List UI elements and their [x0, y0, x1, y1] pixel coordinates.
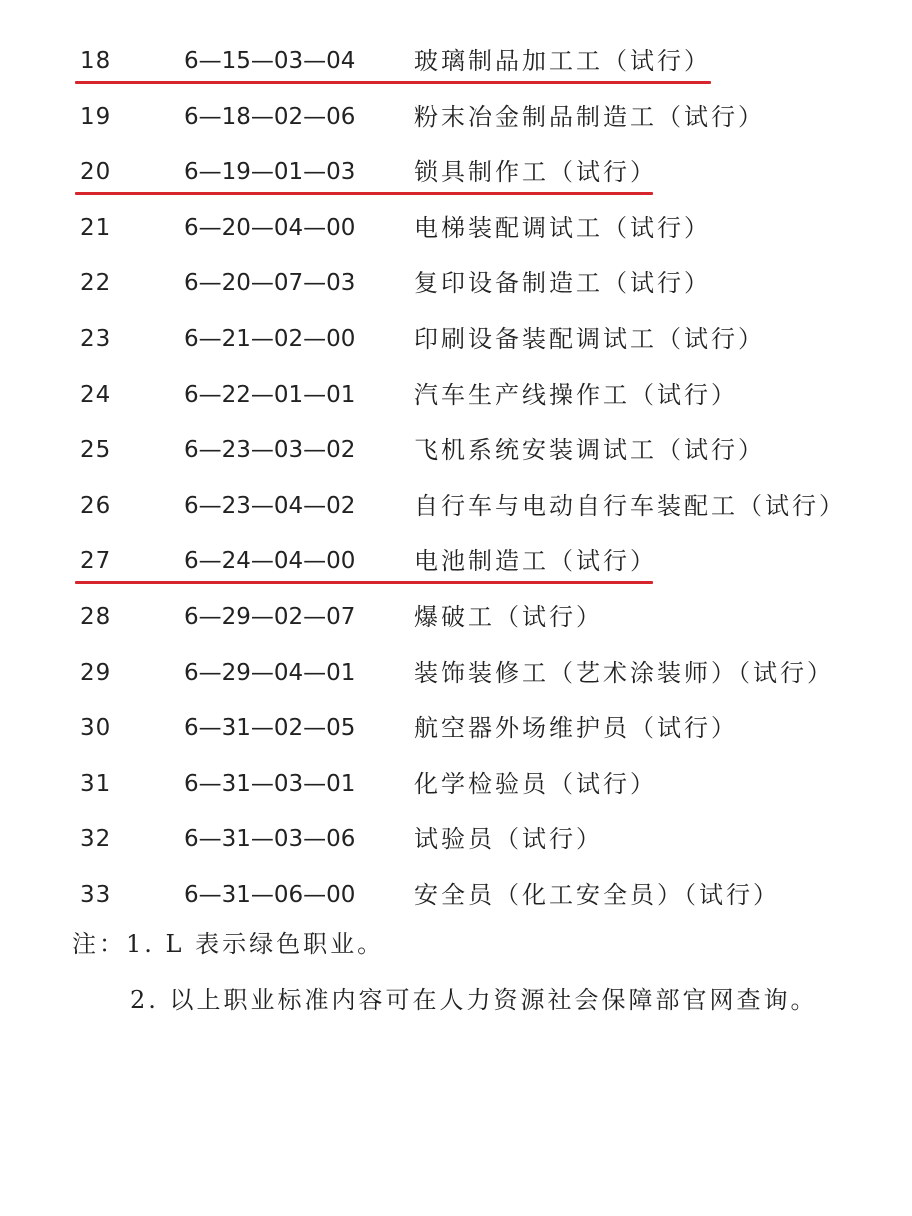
table-row [0, 764, 912, 804]
row-number: 29 [80, 659, 112, 686]
occupation-title: 自行车与电动自行车装配工（试行） [414, 491, 846, 520]
table-row [0, 708, 912, 748]
row-number: 22 [80, 270, 112, 297]
occupation-title: 粉末冶金制品制造工（试行） [414, 102, 765, 131]
table-row [0, 597, 912, 637]
table-row [0, 208, 912, 248]
red-highlight-underline [75, 192, 653, 195]
occupation-code: 6—21—02—00 [184, 326, 356, 352]
table-row [0, 430, 912, 470]
red-highlight-underline [75, 581, 653, 584]
table-row [0, 653, 912, 693]
occupation-title: 航空器外场维护员（试行） [414, 714, 738, 743]
occupation-title: 飞机系统安装调试工（试行） [414, 436, 765, 465]
occupation-code: 6—31—02—05 [184, 715, 356, 742]
table-row [0, 97, 912, 137]
occupation-title: 安全员（化工安全员）（试行） [414, 881, 780, 909]
row-number: 26 [80, 492, 112, 519]
table-row [0, 819, 912, 859]
row-number: 18 [80, 48, 112, 74]
occupation-title: 复印设备制造工（试行） [414, 269, 711, 298]
table-row [0, 152, 912, 192]
row-number: 27 [80, 548, 112, 575]
occupation-code: 6—24—04—00 [184, 548, 356, 575]
table-row [0, 319, 912, 359]
occupation-code: 6—23—04—02 [184, 492, 356, 519]
occupation-code: 6—20—04—00 [184, 214, 356, 241]
occupation-title: 汽车生产线操作工（试行） [414, 380, 738, 409]
occupation-title: 电梯装配调试工（试行） [414, 213, 711, 242]
occupation-code: 6—29—02—07 [184, 604, 356, 630]
row-number: 33 [80, 882, 112, 908]
row-number: 28 [80, 604, 112, 630]
note-website-query: 2. 以上职业标准内容可在人力资源社会保障部官网查询。 [130, 986, 818, 1014]
occupation-code: 6—19—01—03 [184, 159, 356, 186]
occupation-code: 6—31—03—01 [184, 770, 356, 797]
row-number: 32 [80, 826, 112, 853]
occupation-code: 6—29—04—01 [184, 659, 356, 686]
row-number: 19 [80, 103, 112, 130]
row-number: 20 [80, 159, 112, 186]
occupation-code: 6—23—03—02 [184, 437, 356, 464]
row-number: 31 [80, 770, 112, 797]
occupation-title: 爆破工（试行） [414, 603, 603, 631]
occupation-code: 6—15—03—04 [184, 48, 356, 74]
occupation-code: 6—22—01—01 [184, 381, 356, 408]
occupation-code: 6—20—07—03 [184, 270, 356, 297]
occupation-title: 印刷设备装配调试工（试行） [414, 325, 765, 353]
occupation-title: 装饰装修工（艺术涂装师）（试行） [414, 658, 834, 687]
table-row [0, 875, 912, 915]
table-row [0, 375, 912, 415]
table-row [0, 486, 912, 526]
table-row [0, 541, 912, 581]
row-number: 21 [80, 214, 112, 241]
occupation-title: 化学检验员（试行） [414, 769, 657, 798]
row-number: 24 [80, 381, 112, 408]
occupation-title: 电池制造工（试行） [414, 547, 657, 576]
table-row [0, 263, 912, 303]
occupation-title: 玻璃制品加工工（试行） [414, 47, 711, 75]
table-row [0, 41, 912, 81]
occupation-code: 6—31—06—00 [184, 882, 356, 908]
occupation-title: 锁具制作工（试行） [414, 158, 657, 187]
occupation-code: 6—18—02—06 [184, 103, 356, 130]
occupation-code: 6—31—03—06 [184, 826, 356, 853]
note-green-occupation: 注：1. L 表示绿色职业。 [72, 930, 385, 958]
occupation-title: 试验员（试行） [414, 825, 603, 854]
red-highlight-underline [75, 81, 711, 84]
row-number: 25 [80, 437, 112, 464]
row-number: 30 [80, 715, 112, 742]
row-number: 23 [80, 326, 112, 352]
